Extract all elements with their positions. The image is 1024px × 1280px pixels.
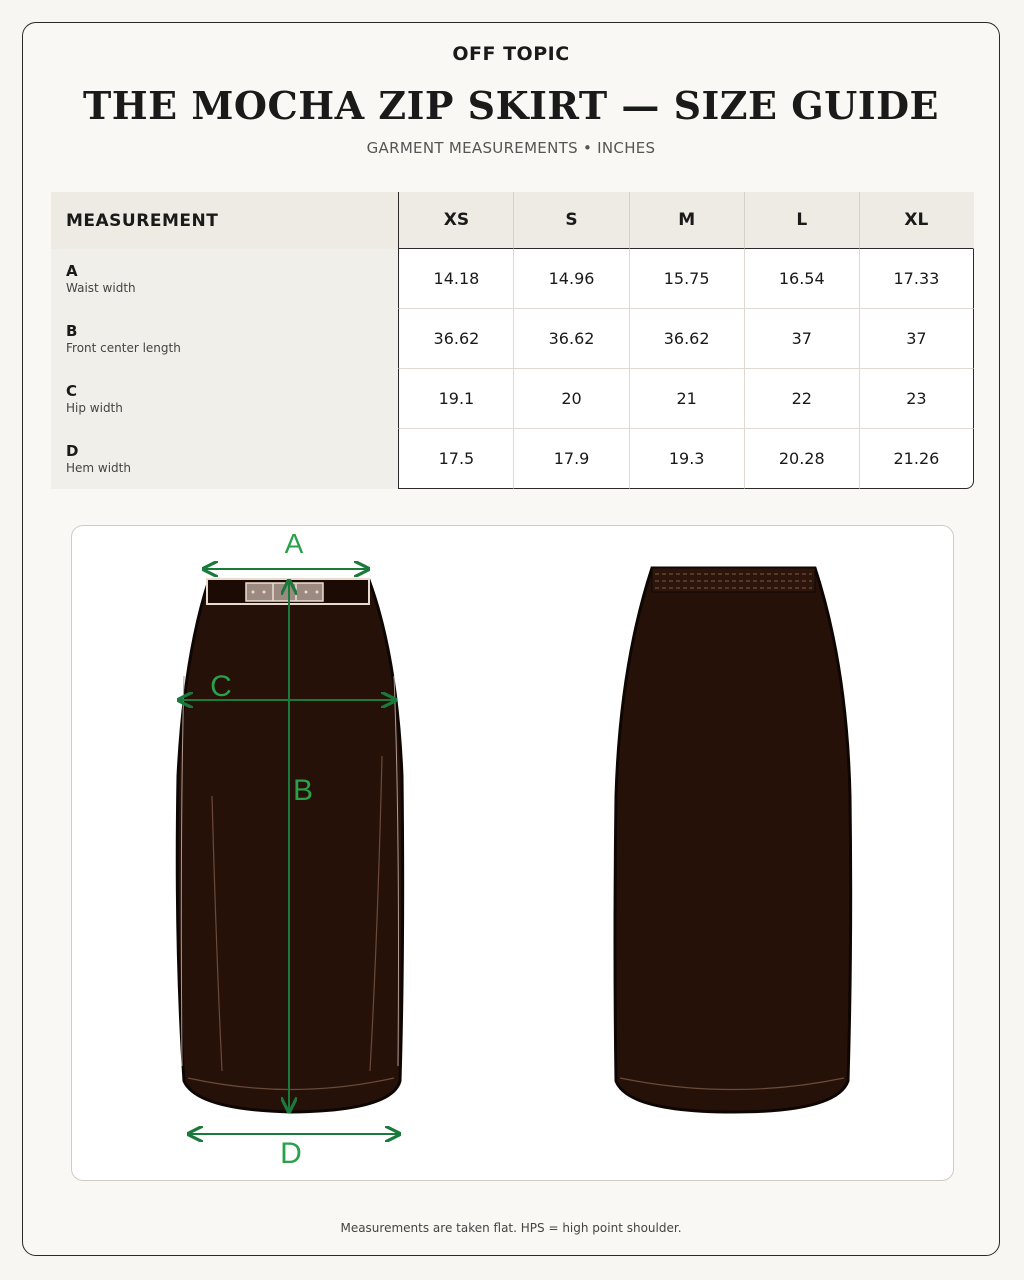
table-cell: 36.62 (629, 309, 744, 369)
table-cell: 19.1 (398, 369, 513, 429)
brand-name: OFF TOPIC (452, 43, 570, 65)
size-table (51, 192, 974, 489)
measurement-label (51, 369, 398, 429)
skirt-diagram (71, 525, 954, 1181)
table-cell: 17.33 (859, 249, 974, 309)
table-row (51, 369, 974, 429)
skirt-illustration (72, 526, 954, 1181)
table-cell: 17.9 (513, 429, 628, 489)
table-cell: 20.28 (744, 429, 859, 489)
table-row (51, 249, 974, 309)
table-cell: 21.26 (859, 429, 974, 489)
table-cell: 14.96 (513, 249, 628, 309)
table-cell: 21 (629, 369, 744, 429)
page-subtitle: GARMENT MEASUREMENTS • INCHES (366, 139, 656, 157)
table-cell: 37 (859, 309, 974, 369)
measurement-label (51, 309, 398, 369)
measurement-description: Front center length (66, 341, 181, 355)
measurement-description: Hip width (66, 401, 123, 415)
page-title: THE MOCHA ZIP SKIRT — SIZE GUIDE (82, 83, 940, 128)
table-cell: 16.54 (744, 249, 859, 309)
buckle (246, 583, 323, 601)
size-header-xl: XL (859, 192, 974, 249)
back-skirt-body (615, 568, 851, 1112)
measurement-column-header: MEASUREMENT (51, 192, 398, 249)
footnote: Measurements are taken flat. HPS = high point shoulder. (340, 1221, 682, 1235)
measurement-letter: B (66, 322, 78, 340)
size-header-xs: XS (398, 192, 513, 249)
table-cell: 23 (859, 369, 974, 429)
table-cell: 14.18 (398, 249, 513, 309)
measurement-letter: C (66, 382, 78, 400)
table-cell: 22 (744, 369, 859, 429)
measurement-description: Hem width (66, 461, 131, 475)
label-b: B (292, 774, 314, 807)
size-header-l: L (744, 192, 859, 249)
size-header-s: S (513, 192, 628, 249)
measurement-letter: D (66, 442, 79, 460)
measurement-label (51, 249, 398, 309)
table-cell: 20 (513, 369, 628, 429)
size-header-m: M (629, 192, 744, 249)
label-a: A (284, 528, 304, 559)
measurement-description: Waist width (66, 281, 136, 295)
size-guide-card (22, 22, 1000, 1256)
table-header-row (51, 192, 974, 249)
table-cell: 36.62 (398, 309, 513, 369)
table-cell: 19.3 (629, 429, 744, 489)
table-row (51, 309, 974, 369)
measurement-letter: A (66, 262, 78, 280)
label-d: D (280, 1137, 302, 1170)
table-cell: 37 (744, 309, 859, 369)
table-row (51, 429, 974, 489)
measurement-label (51, 429, 398, 489)
skirt-back-view (615, 568, 851, 1112)
table-cell: 15.75 (629, 249, 744, 309)
table-cell: 17.5 (398, 429, 513, 489)
table-cell: 36.62 (513, 309, 628, 369)
label-c: C (210, 670, 232, 703)
